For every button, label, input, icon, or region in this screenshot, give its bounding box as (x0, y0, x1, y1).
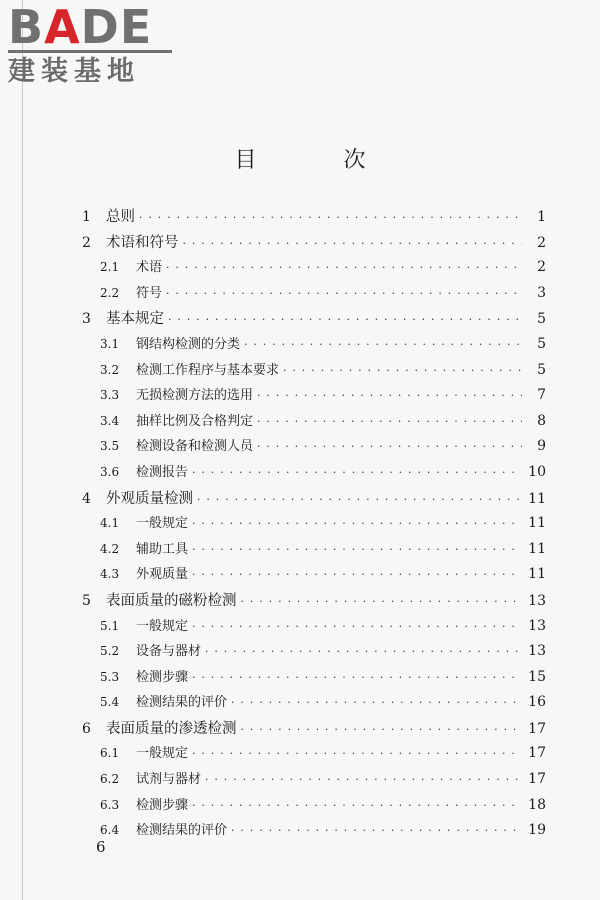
toc-section-row[interactable] (82, 512, 546, 538)
toc-entry-number: 6.1 (100, 746, 120, 761)
toc-section-row[interactable] (82, 256, 546, 282)
toc-entry-page: 18 (528, 796, 546, 813)
toc-entry-number: 5.1 (100, 618, 120, 633)
toc-entry-title: 钢结构检测的分类 (136, 336, 241, 352)
toc-leader-dots (192, 671, 522, 684)
toc-section-row[interactable] (82, 384, 546, 410)
toc-entry-number: 4.2 (100, 541, 120, 556)
toc-entry-page: 7 (537, 387, 546, 404)
toc-section-row[interactable] (82, 359, 546, 385)
toc-leader-dots (257, 415, 522, 428)
toc-section-row[interactable] (82, 691, 546, 717)
toc-entry-title: 外观质量 (136, 567, 189, 583)
toc-entry-title: 检测结果的评价 (136, 823, 228, 839)
toc-entry-page: 2 (537, 234, 546, 251)
toc-entry-title: 抽样比例及合格判定 (136, 413, 254, 429)
toc-title: 目 次 (234, 148, 406, 173)
toc-entry-title: 符号 (136, 285, 163, 301)
toc-leader-dots (192, 466, 522, 479)
toc-chapter-row[interactable] (82, 231, 546, 257)
toc-entry-page: 17 (528, 745, 546, 762)
toc-entry-number: 3.4 (100, 413, 120, 428)
toc-leader-dots (205, 645, 522, 658)
toc-entry-title: 外观质量检测 (106, 490, 193, 507)
toc-entry-page: 13 (528, 617, 546, 634)
toc-leader-dots (205, 773, 522, 786)
toc-chapter-row[interactable] (82, 589, 546, 615)
toc-entry-number: 2.1 (100, 260, 120, 275)
toc-entry-title: 检测步骤 (136, 669, 189, 685)
toc-entry-page: 1 (537, 209, 546, 225)
toc-entry-number: 4.1 (100, 516, 120, 531)
toc-leader-dots (244, 338, 522, 351)
toc-entry-title: 设备与器材 (136, 644, 202, 660)
toc-section-row[interactable] (82, 742, 546, 768)
toc-entry-title: 术语 (136, 260, 163, 276)
toc-section-row[interactable] (82, 666, 546, 692)
toc-leader-dots (166, 261, 522, 274)
toc-section-row[interactable] (82, 333, 546, 359)
toc-leader-dots (197, 493, 522, 506)
toc-entry-page: 8 (537, 412, 546, 429)
toc-entry-title: 一般规定 (136, 516, 189, 532)
toc-entry-title: 检测步骤 (136, 797, 189, 813)
toc-entry-title: 一般规定 (136, 746, 189, 762)
toc-entry-page: 11 (528, 515, 546, 532)
toc-section-row[interactable] (82, 768, 546, 794)
toc-chapter-row[interactable] (82, 487, 546, 513)
toc-entry-title: 表面质量的渗透检测 (106, 720, 237, 737)
toc-section-row[interactable] (82, 640, 546, 666)
toc-entry-number: 3.2 (100, 362, 120, 377)
toc-leader-dots (192, 568, 522, 581)
toc-entry-page: 17 (528, 771, 546, 788)
toc-entry-page: 16 (528, 694, 546, 711)
toc-section-row[interactable] (82, 615, 546, 641)
toc-entry-number: 5.2 (100, 644, 120, 659)
toc-entry-title: 检测设备和检测人员 (136, 439, 254, 455)
toc-entry-title: 检测工作程序与基本要求 (136, 362, 280, 378)
toc-section-row[interactable] (82, 435, 546, 461)
toc-chapter-row[interactable] (82, 717, 546, 743)
toc-entry-number: 1 (82, 209, 91, 225)
toc-entry-page: 13 (528, 643, 546, 660)
page-edge (22, 0, 23, 900)
toc-entry-number: 5.4 (100, 695, 120, 710)
toc-leader-dots (231, 824, 522, 837)
toc-entry-number: 3.1 (100, 336, 120, 351)
toc-entry-number: 3.6 (100, 464, 120, 479)
toc-leader-dots (183, 237, 523, 250)
toc-entry-title: 检测结果的评价 (136, 695, 228, 711)
page-number: 6 (96, 838, 106, 856)
toc-entry-title: 试剂与器材 (136, 772, 202, 788)
toc-entry-page: 11 (528, 490, 546, 507)
toc-entry-title: 基本规定 (106, 311, 164, 328)
logo-subtitle: 建装基地 (8, 56, 140, 87)
toc-entry-number: 2.2 (100, 285, 120, 300)
toc-entry-number: 6.3 (100, 797, 120, 812)
toc-entry-number: 3 (82, 311, 91, 328)
toc-entry-page: 10 (528, 463, 546, 480)
toc-entry-title: 检测报告 (136, 464, 189, 480)
toc-entry-title: 辅助工具 (136, 541, 189, 557)
logo-wordmark: BADE (8, 0, 153, 54)
toc-entry-page: 5 (537, 311, 546, 328)
toc-leader-dots (241, 723, 523, 736)
toc-leader-dots (231, 696, 522, 709)
toc-leader-dots (283, 364, 522, 377)
toc-leader-dots (192, 543, 522, 556)
toc-leader-dots (192, 799, 522, 812)
toc-section-row[interactable] (82, 461, 546, 487)
toc-leader-dots (168, 313, 522, 326)
toc-section-row[interactable] (82, 819, 546, 845)
toc-entry-page: 11 (528, 566, 546, 583)
toc-entry-number: 4.3 (100, 567, 120, 582)
toc-entry-title: 一般规定 (136, 618, 189, 634)
toc-entry-page: 5 (537, 361, 546, 378)
toc-entry-page: 13 (528, 592, 546, 609)
table-of-contents (82, 205, 546, 845)
toc-leader-dots (241, 595, 523, 608)
toc-section-row[interactable] (82, 563, 546, 589)
toc-entry-number: 5 (82, 592, 91, 609)
toc-entry-page: 3 (537, 284, 546, 301)
toc-leader-dots (257, 389, 522, 402)
toc-leader-dots (192, 620, 522, 633)
toc-entry-page: 11 (528, 540, 546, 557)
toc-entry-title: 无损检测方法的选用 (136, 388, 254, 404)
toc-entry-page: 9 (537, 438, 546, 455)
toc-entry-number: 5.3 (100, 669, 120, 684)
toc-entry-number: 6.4 (100, 823, 120, 838)
toc-leader-dots (192, 517, 522, 530)
toc-section-row[interactable] (82, 282, 546, 308)
toc-chapter-row[interactable] (82, 307, 546, 333)
toc-entry-title: 总则 (106, 209, 135, 225)
toc-leader-dots (257, 440, 522, 453)
toc-leader-dots (192, 747, 522, 760)
toc-entry-number: 3.5 (100, 439, 120, 454)
toc-entry-page: 15 (528, 668, 546, 685)
bade-logo (8, 0, 178, 94)
toc-leader-dots (166, 287, 522, 300)
toc-entry-page: 5 (537, 335, 546, 352)
toc-entry-number: 2 (82, 234, 91, 251)
toc-entry-page: 2 (537, 259, 546, 276)
toc-entry-title: 术语和符号 (106, 234, 179, 251)
toc-leader-dots (139, 211, 522, 224)
toc-section-row[interactable] (82, 538, 546, 564)
toc-entry-number: 3.3 (100, 388, 120, 403)
toc-entry-number: 4 (82, 490, 91, 507)
toc-entry-title: 表面质量的磁粉检测 (106, 592, 237, 609)
toc-entry-number: 6 (82, 720, 91, 737)
toc-section-row[interactable] (82, 410, 546, 436)
toc-section-row[interactable] (82, 794, 546, 820)
toc-entry-page: 17 (528, 720, 546, 737)
toc-chapter-row[interactable] (82, 205, 546, 231)
toc-entry-number: 6.2 (100, 772, 120, 787)
toc-entry-page: 19 (528, 822, 546, 839)
